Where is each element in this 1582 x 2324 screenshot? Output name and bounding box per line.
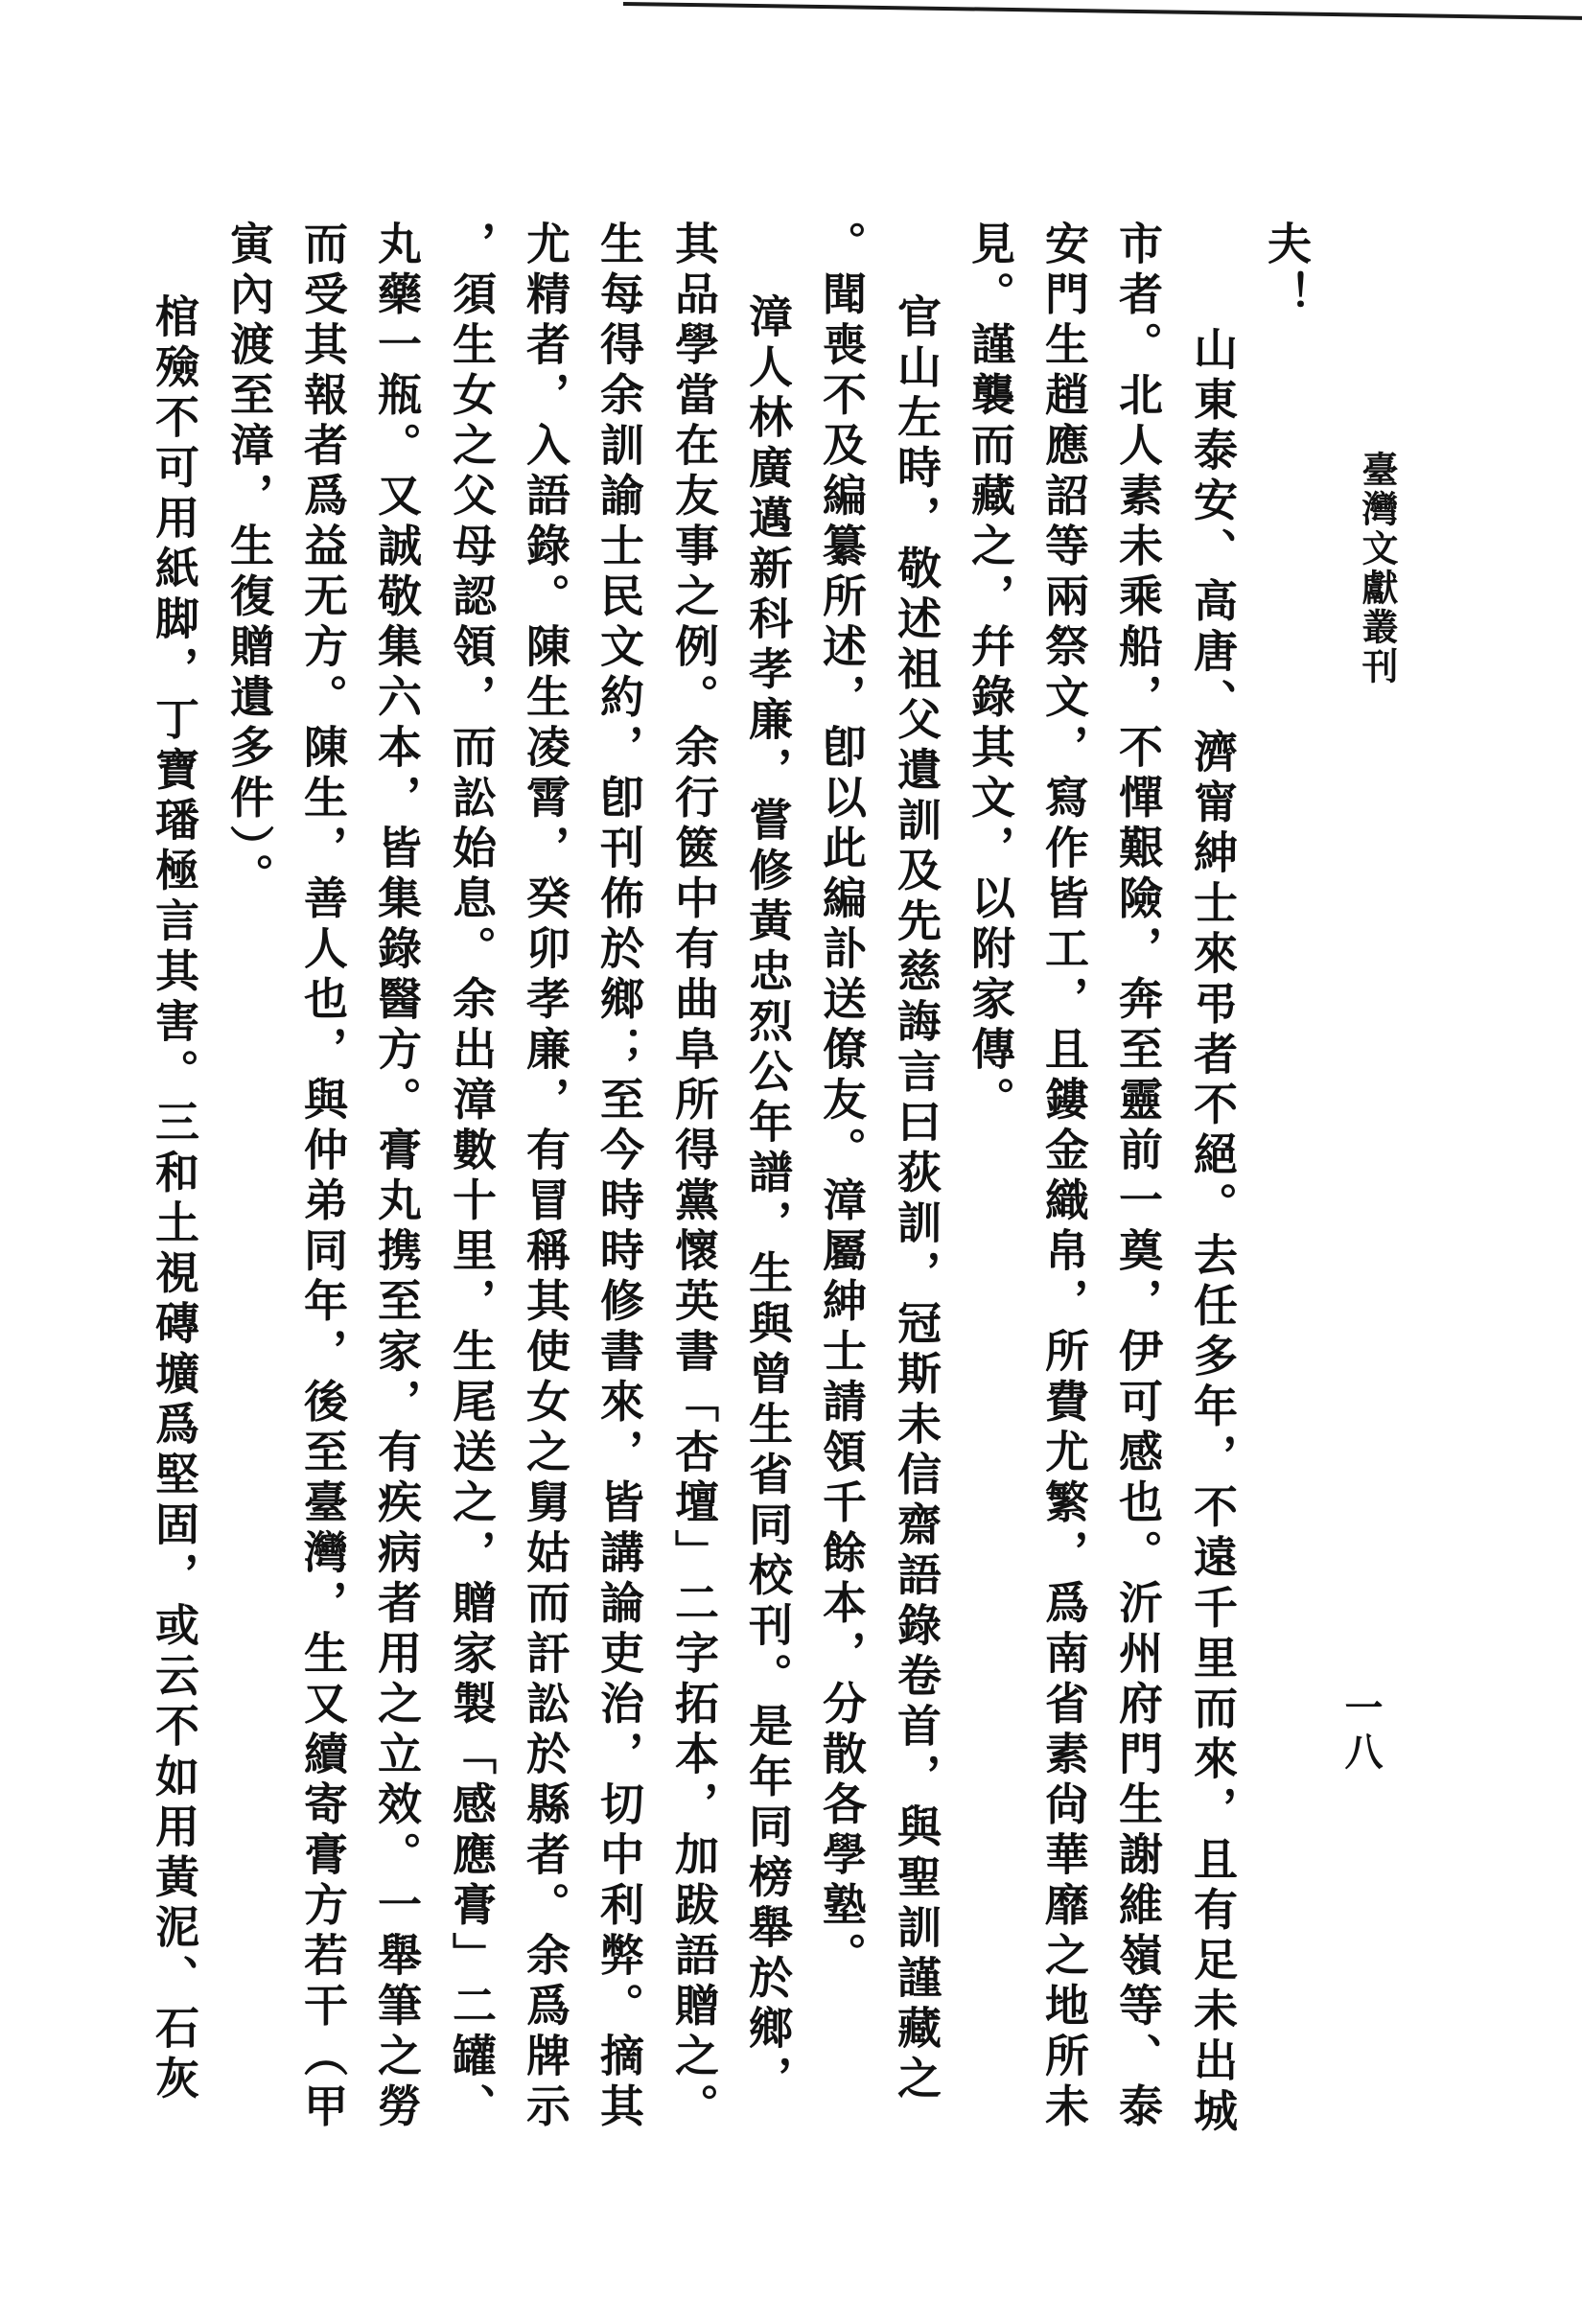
text-column-14: 而受其報者爲益无方。陳生，善人也，與仲弟同年，後至臺灣，生又續寄膏方若干（甲 xyxy=(298,221,347,2133)
page-number: 一八 xyxy=(1339,1687,1383,1776)
text-column-7: 。聞喪不及編纂所述，卽以此編訃送僚友。漳屬紳士請領千餘本，分散各學塾。 xyxy=(817,221,866,1983)
top-rule-line xyxy=(623,2,1582,20)
text-column-5: 見。謹襲而藏之，幷錄其文，以附家傳。 xyxy=(965,221,1014,1127)
text-column-13: 丸藥一瓶。又誠敬集六本，皆集錄醫方。膏丸携至家，有疾病者用之立效。一舉筆之勞 xyxy=(372,221,421,2133)
text-column-1: 夫！ xyxy=(1262,221,1311,321)
text-column-6: 官山左時，敬述祖父遺訓及先慈誨言曰荻訓，冠斯未信齋語錄卷首，與聖訓謹藏之 xyxy=(892,293,941,2105)
text-column-3: 市者。北人素未乘船，不憚艱險，奔至靈前一奠，伊可感也。沂州府門生謝維嶺等、泰 xyxy=(1113,221,1162,2133)
text-column-11: 尤精者，入語錄。陳生凌霄，癸卯孝廉，有冒稱其使女之舅姑而訐訟於縣者。余爲牌示 xyxy=(521,221,570,2133)
text-column-9: 其品學當在友事之例。余行篋中有曲阜所得黨懷英書「杏壇」二字拓本，加跋語贈之。 xyxy=(669,221,718,2133)
text-column-10: 生每得余訓諭士民文約，卽刊佈於鄉；至今時時修書來，皆講論吏治，切中利弊。摘其 xyxy=(594,221,643,2133)
text-column-8: 漳人林廣邁新科孝廉，嘗修黃忠烈公年譜，生與曾生省同校刊。是年同榜舉於鄉， xyxy=(743,293,792,2105)
text-column-4: 安門生趙應詔等兩祭文，寫作皆工，且鏤金織帛，所費尤繁，爲南省素尙華靡之地所未 xyxy=(1039,221,1088,2133)
text-column-16: 棺殮不可用紙脚，丁寶璠極言其害。三和土視磚壙爲堅固，或云不如用黃泥、石灰 xyxy=(150,293,198,2105)
text-column-2: 山東泰安、高唐、濟甯紳士來弔者不絕。去任多年，不遠千里而來，且有足未出城 xyxy=(1188,326,1237,2138)
running-title: 臺灣文獻叢刊 xyxy=(1356,451,1396,686)
text-column-12: ，須生女之父母認領，而訟始息。余出漳數十里，生尾送之，贈家製「感應膏」二罐、 xyxy=(447,221,496,2133)
text-column-15: 寅內渡至漳，生復贈遺多件）。 xyxy=(224,221,273,903)
